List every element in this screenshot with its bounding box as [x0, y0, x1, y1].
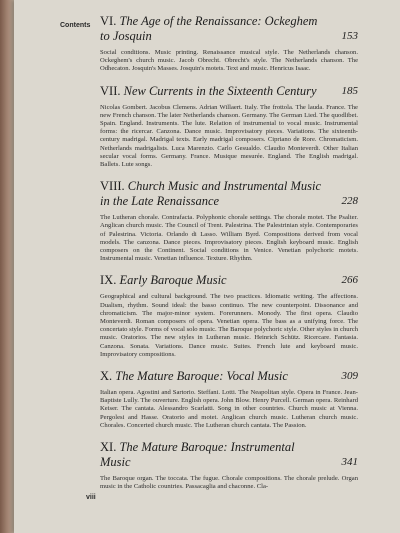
- chapter-8: [100, 179, 358, 263]
- table-of-contents: [100, 14, 358, 502]
- chapter-description: The Baroque organ. The toccata. The fugue. Chorale compositions. The chorale prelude. Organ music in the Catholic countries. Passacaglia and chaconne. Cla-: [100, 475, 358, 491]
- chapter-title: [100, 369, 358, 384]
- book-binding: [0, 0, 14, 533]
- chapter-page: 228: [341, 195, 358, 208]
- chapter-title: [100, 273, 358, 288]
- chapter-10: [100, 369, 358, 430]
- chapter-page: 185: [341, 84, 358, 97]
- chapter-6: [100, 14, 358, 74]
- chapter-description: Social conditions. Music printing. Renaissance musical style. The Netherlands chanson. Ockeghem's church music. Jacob Obrecht. Obrecht's style. The Netherlands chanson. The Odhecaton. Josquin's Masses. Josquin's motets. Text and music. Henricus Isaac.: [100, 49, 358, 73]
- chapter-title: [100, 84, 358, 99]
- chapter-name: Church Music and Instrumental Music in the Late Renaissance: [100, 179, 322, 209]
- chapter-title: [100, 179, 358, 209]
- chapter-7: [100, 84, 358, 170]
- chapter-page: 309: [341, 370, 358, 383]
- chapter-number: XI.: [100, 440, 117, 455]
- chapter-11: [100, 440, 358, 491]
- chapter-description: The Lutheran chorale. Contrafacta. Polyphonic chorale settings. The chorale motet. The Psalter. Anglican church music. The Council of Trent. Palestrina. The Palestrinian style. Contemporaries of Palestrina. Victoria. Orlando di Lasso. William Byrd. Compositions derived from vocal models. The canzona. Dance pieces. Improvisatory pieces. English keyboard music. English composers on the Continent. Social conditions in Venice. Venetian polychoric motets. Instrumental music. Venetian influence. Texture. Rhythm.: [100, 214, 358, 263]
- chapter-name: New Currents in the Sixteenth Century: [123, 83, 317, 98]
- chapter-number: VI.: [100, 14, 117, 28]
- chapter-title: [100, 440, 358, 470]
- chapter-description: Nicolas Gombert. Jacobus Clemens. Adrian Willaert. Italy. The frottola. The lauda. France. The new French chanson. The later Netherlands chanson. Germany. The German Lied. The quodlibet. Spain. England. Instruments. The lute. Relation of instrumental to vocal music. Instrumental forms: the ricercar. Canzona. Dance music. Improvisatory pieces. Variations. The sixteenth-century madrigal. Madrigal texts. Early madrigal composers. Cipriano de Rore. Chromaticism. Netherlands madrigalists. Luca Marenzio. Carlo Gesualdo. Claudio Monteverdi. Other Italian secular vocal forms. Germany. France. Musique mesurée. England. The English madrigal. Ballets. Lute songs.: [100, 103, 358, 169]
- contents-label: Contents: [60, 22, 91, 29]
- chapter-number: IX.: [100, 273, 117, 288]
- chapter-page: 266: [341, 274, 358, 287]
- chapter-description: Italian opera. Agostini and Sartorio. Steffani. Lotti. The Neapolitan style. Opera in France. Jean-Baptiste Lully. The ouverture. English opera. John Blow. Henry Purcell. German opera. Reinhard Keiser. The cantata. Alessandro Scarlatti. Song in other countries. Church music at Vienna. Pergolesi and Hasse. Oratorio and motet. Anglican church music. Lutheran church music. Chorales. Concerted church music. The Lutheran church cantata. The Passion.: [100, 389, 358, 429]
- chapter-description: Geographical and cultural background. The two practices. Idiomatic writing. The affections. Dualism, rhythm. Sound ideal: the basso continuo. The new counterpoint. Dissonance and chromaticism. The major-minor system. Forerunners. Monody. The first opera. Claudio Monteverdi. Roman composers of opera. Venetian opera. The bass as a unifying force. The concertato style. Forms of vocal solo music. The Baroque polychoric style. Other styles in church music. Oratorios. The new styles in Lutheran music. Heinrich Schütz. Ricercare. Fantasia. Canzona. Sonata. Variations. Dance music. Suites. French lute and keyboard music. Improvisatory compositions.: [100, 293, 358, 358]
- chapter-number: VIII.: [100, 179, 125, 194]
- chapter-number: VII.: [100, 83, 121, 98]
- page-number: viii: [86, 494, 96, 501]
- chapter-name: Early Baroque Music: [119, 273, 227, 288]
- chapter-number: X.: [100, 369, 113, 384]
- chapter-title: [100, 14, 358, 44]
- chapter-name: The Mature Baroque: Vocal Music: [115, 369, 288, 384]
- chapter-page: 153: [341, 30, 358, 42]
- chapter-name: The Mature Baroque: Instrumental Music: [100, 440, 295, 470]
- chapter-page: 341: [341, 456, 358, 469]
- chapter-9: [100, 273, 358, 359]
- chapter-name: The Age of the Renaissance: Ockeghem to Josquin: [100, 14, 318, 43]
